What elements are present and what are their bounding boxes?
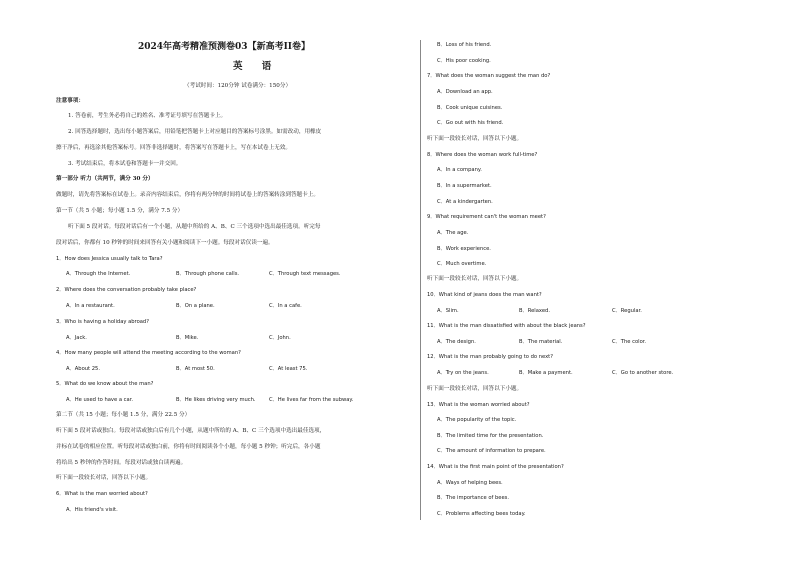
listen-instruction: 听下面一段较长对话，回答以下小题。 <box>427 136 523 142</box>
option-c: C．In a cafe. <box>269 303 302 309</box>
option-c: C．John. <box>269 335 291 341</box>
question-2: 2．Where does the conversation probably take place? <box>56 287 197 293</box>
option-b: B．He likes driving very much. <box>176 397 256 403</box>
question-13: 13．What is the woman worried about? <box>427 402 530 408</box>
question-4: 4．How many people will attend the meeting according to the woman? <box>56 350 241 356</box>
note-item: 1. 答卷前，考生务必将自己的姓名、准考证号填写在答题卡上。 <box>68 113 227 119</box>
option-b: B．In a supermarket. <box>437 183 492 189</box>
option-b: B．Cook unique cuisines. <box>437 105 503 111</box>
listen-instruction: 听下面一段较长对话，回答以下小题。 <box>56 475 152 481</box>
option-a: A．Try on the jeans. <box>437 370 489 376</box>
question-7: 7．What does the woman suggest the man do? <box>427 73 551 79</box>
option-c: C．His poor cooking. <box>437 58 491 64</box>
option-b: B．Make a payment. <box>519 370 573 376</box>
notes-heading: 注意事项： <box>56 98 84 104</box>
option-c: C．The amount of information to prepare. <box>437 448 546 454</box>
question-1: 1．How does Jessica usually talk to Tara? <box>56 256 163 262</box>
section2-heading: 第二节（共 15 小题；每小题 1.5 分，满分 22.5 分） <box>56 412 191 418</box>
note-item: 2. 回答选择题时，选出每小题答案后，用铅笔把答题卡上对应题目的答案标号涂黑。如需改动，用橡皮 <box>68 129 322 135</box>
option-b: B．At most 50. <box>176 366 215 372</box>
subject-title: 英 语 <box>233 61 280 72</box>
exam-title: 2024年高考精准预测卷03【新高考II卷】 <box>138 42 310 52</box>
question-10: 10．What kind of jeans does the man want? <box>427 292 542 298</box>
option-c: C．The color. <box>612 339 647 345</box>
option-c: C．At a kindergarten. <box>437 199 493 205</box>
section1-instruction: 听下面 5 段对话。每段对话后有一个小题，从题中所给的 A、B、C 三个选项中选出最佳选项。听完每 <box>68 224 321 230</box>
option-c: C．He lives far from the subway. <box>269 397 354 403</box>
option-a: A．The popularity of the topic. <box>437 417 517 423</box>
question-8: 8．Where does the woman work full-time? <box>427 152 538 158</box>
question-12: 12．What is the man probably going to do next? <box>427 354 553 360</box>
exam-info: （考试时间：120分钟 试卷满分：150分） <box>184 83 292 89</box>
question-6: 6．What is the man worried about? <box>56 491 148 497</box>
question-5: 5．What do we know about the man? <box>56 381 154 387</box>
option-a: A．He used to have a car. <box>66 397 133 403</box>
option-b: B．Mike. <box>176 335 199 341</box>
option-a: A．Download an app. <box>437 89 493 95</box>
section1-instruction: 段对话后，你都有 10 秒钟的时间来回答有关小题和阅读下一小题。每段对话仅读一遍。 <box>56 240 274 246</box>
part1-heading: 第一部分 听力（共两节，满分 30 分） <box>56 176 154 182</box>
option-a: A．The design. <box>437 339 476 345</box>
option-a: A．His friend's visit. <box>66 507 118 513</box>
option-c: C．Go out with his friend. <box>437 120 504 126</box>
option-a: A．The age. <box>437 230 469 236</box>
note-item: 3. 考试结束后，将本试卷和答题卡一并交回。 <box>68 161 182 167</box>
option-b: B．Loss of his friend. <box>437 42 492 48</box>
option-a: A．In a restaurant. <box>66 303 115 309</box>
question-3: 3．Who is having a holiday abroad? <box>56 319 149 325</box>
question-14: 14．What is the first main point of the presentation? <box>427 464 564 470</box>
note-item: 擦干净后，再选涂其他答案标号。回答非选择题时，将答案写在答题卡上，写在本试卷上无效。 <box>56 145 291 151</box>
option-b: B．Relaxed. <box>519 308 550 314</box>
column-divider <box>420 40 421 520</box>
option-a: A．In a company. <box>437 167 482 173</box>
option-a: A．Ways of helping bees. <box>437 480 503 486</box>
section1-heading: 第一节（共 5 小题；每小题 1.5 分，满分 7.5 分） <box>56 208 184 214</box>
option-c: C．Go to another store. <box>612 370 674 376</box>
option-a: A．Jack. <box>66 335 87 341</box>
option-c: C．Through text messages. <box>269 271 341 277</box>
option-b: B．The limited time for the presentation. <box>437 433 544 439</box>
option-b: B．The importance of bees. <box>437 495 510 501</box>
option-a: A．Through the Internet. <box>66 271 131 277</box>
listen-instruction: 听下面一段较长对话，回答以下小题。 <box>427 276 523 282</box>
question-9: 9．What requirement can't the woman meet? <box>427 214 546 220</box>
option-c: C．Problems affecting bees today. <box>437 511 526 517</box>
option-c: C．Much overtime. <box>437 261 487 267</box>
option-a: A．About 25. <box>66 366 100 372</box>
section2-instruction: 将给出 5 秒钟的作答时间。每段对话或独白读两遍。 <box>56 460 187 466</box>
option-c: C．At least 75. <box>269 366 308 372</box>
option-b: B．Through phone calls. <box>176 271 240 277</box>
option-a: A．Slim. <box>437 308 459 314</box>
option-b: B．The material. <box>519 339 563 345</box>
question-11: 11．What is the man dissatisfied with about the black jeans? <box>427 323 586 329</box>
option-b: B．On a plane. <box>176 303 215 309</box>
listen-instruction: 听下面一段较长对话，回答以下小题。 <box>427 386 523 392</box>
section2-instruction: 并标在试卷的相应位置。听每段对话或独白前，你将有时间阅读各个小题，每小题 5 秒钟；听完后，各小题 <box>56 444 321 450</box>
option-b: B．Work experience. <box>437 246 491 252</box>
part1-instruction: 做题时，请先将答案标在试卷上。录音内容结束后，你将有两分钟的时间将试卷上的答案转涂到答题卡上。 <box>56 192 319 198</box>
section2-instruction: 听下面 5 段对话或独白。每段对话或独白后有几个小题，从题中所给的 A、B、C 三个选项中选出最佳选项， <box>56 428 326 434</box>
option-c: C．Regular. <box>612 308 642 314</box>
